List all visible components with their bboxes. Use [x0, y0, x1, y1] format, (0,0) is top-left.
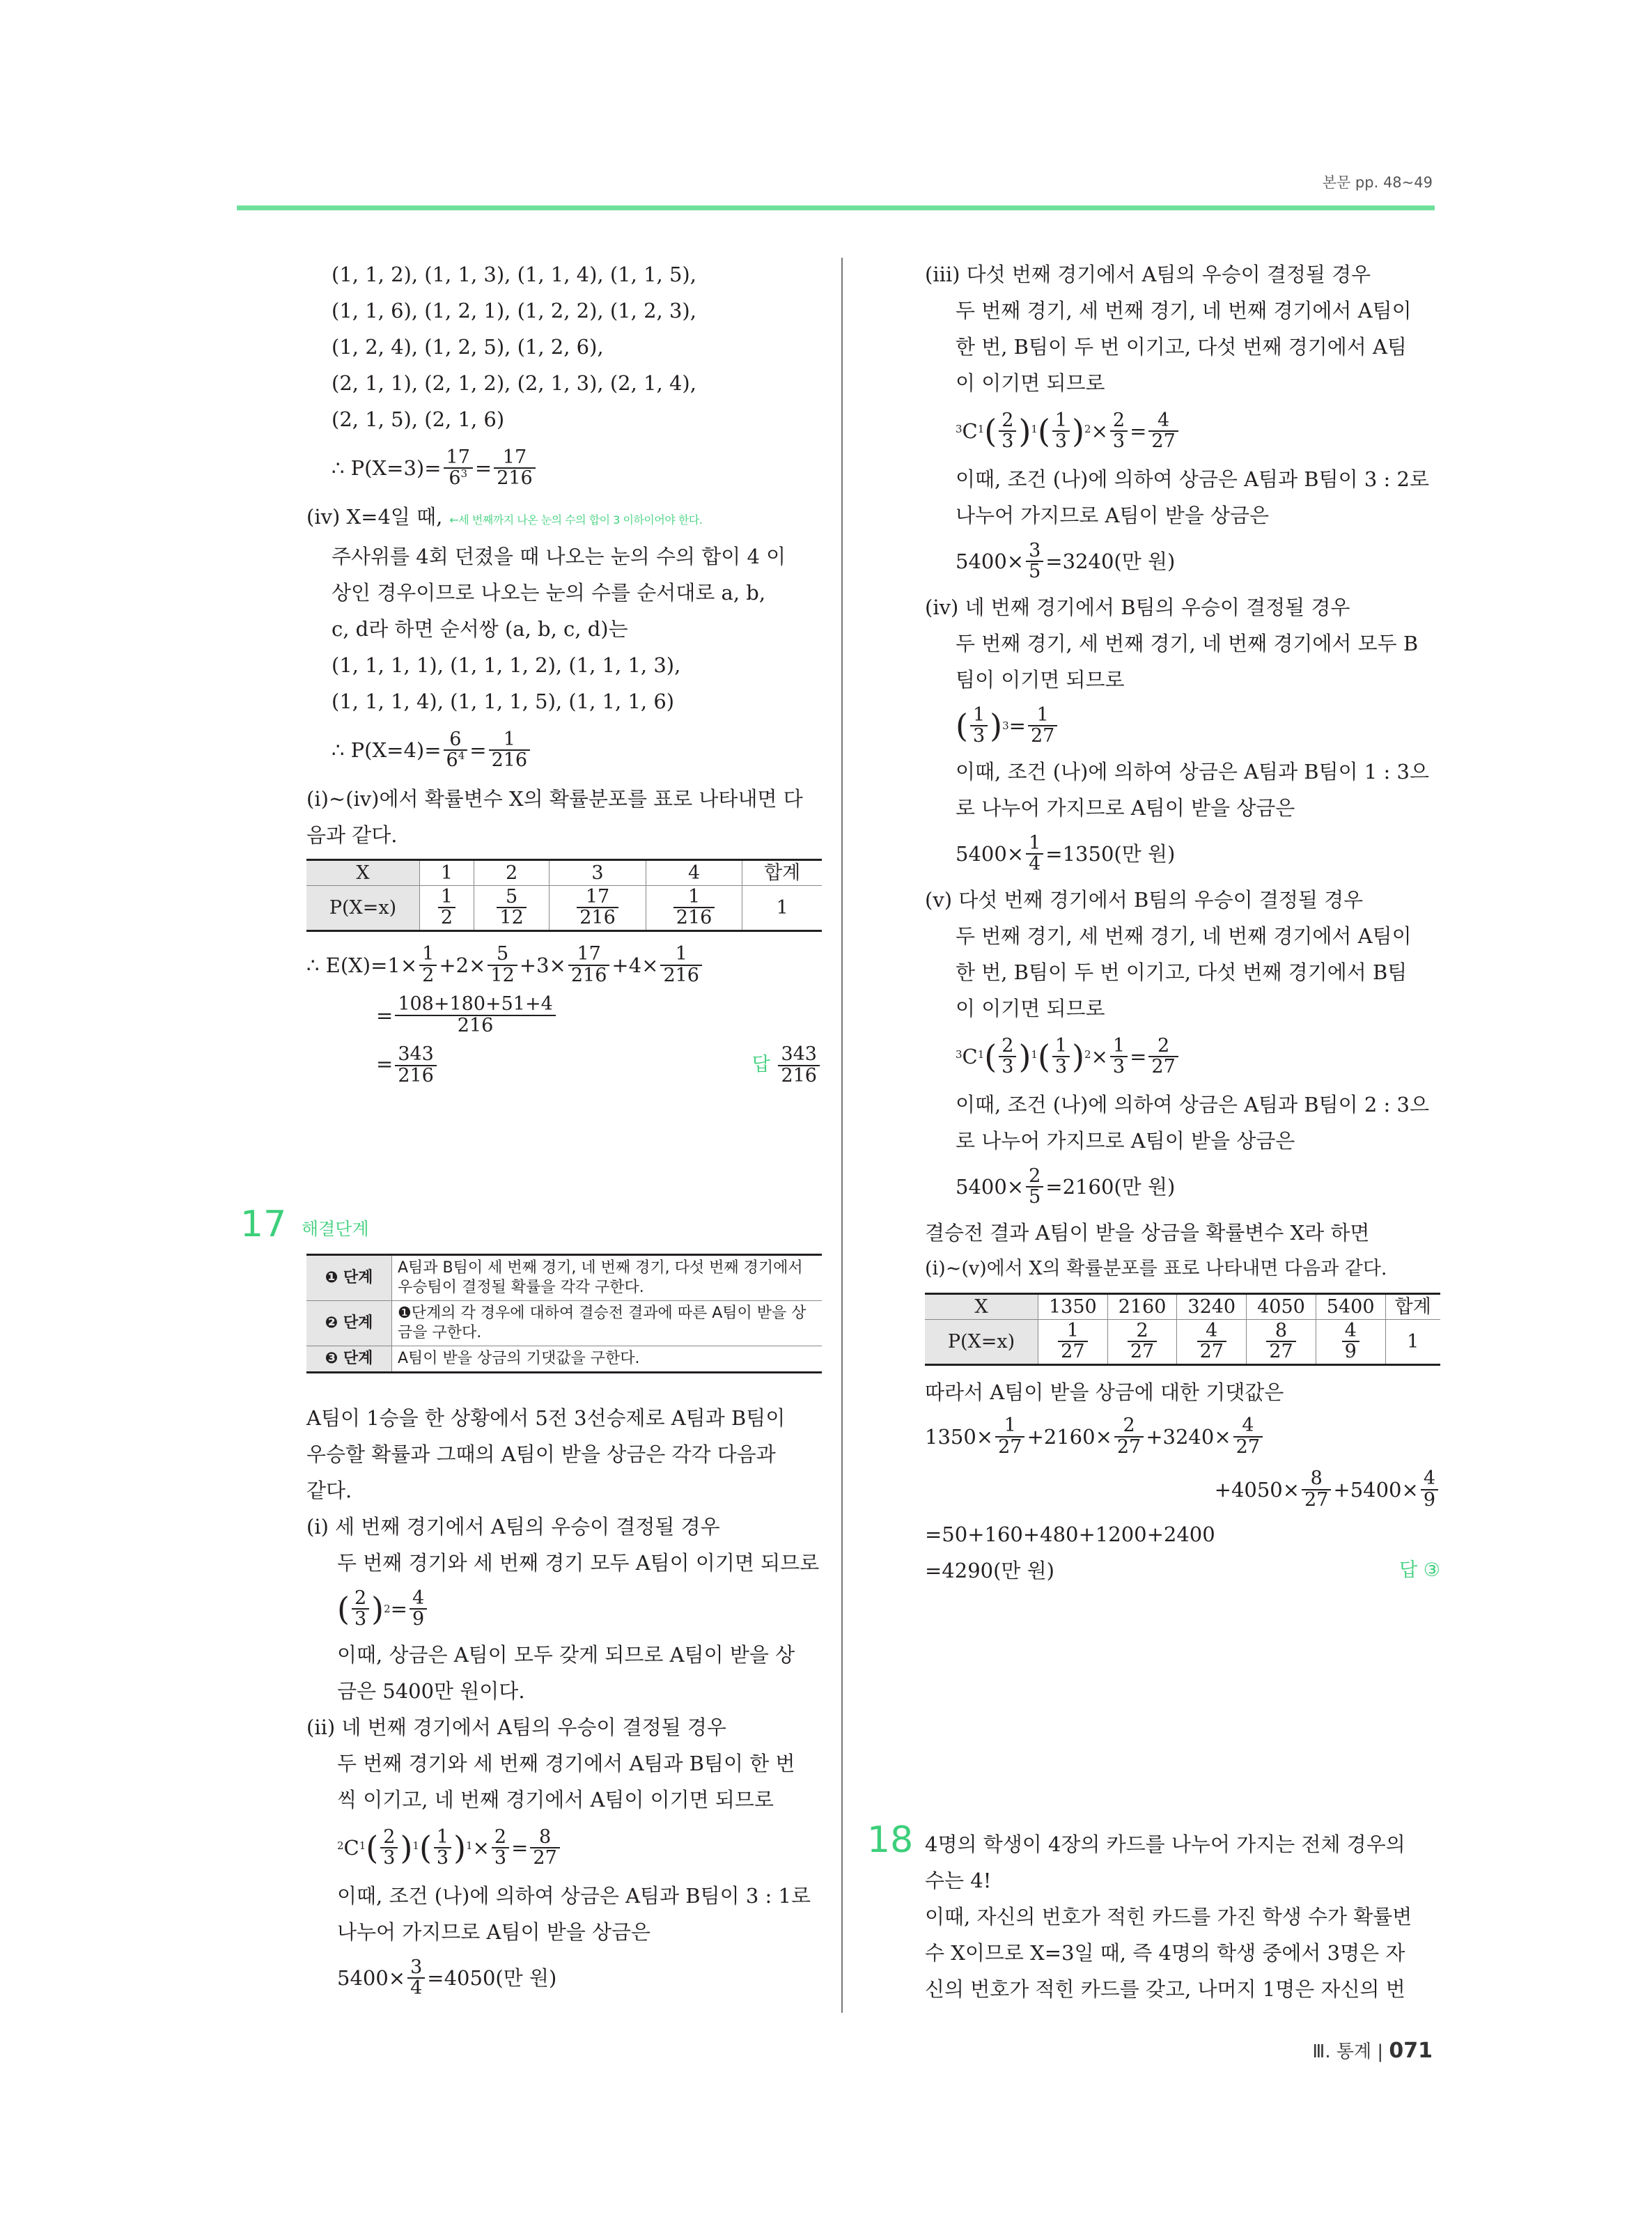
case2-title: (ⅱ) 네 번째 경기에서 A팀의 우승이 결정될 경우 — [306, 1715, 726, 1739]
distribution-table-2 — [925, 1293, 1440, 1366]
table-row: P(X=x) $\frac{1}{27}$ $\frac{2}{27}$ $\frac{4}{27}$ $\frac{8}{27}$ $\frac{4}{9}$ 1 — [925, 1320, 1440, 1365]
ev-line-1: 1350× $\frac{1}{27}$ +2160× $\frac{2}{27}$ +3240× $\frac{4}{27}$ — [925, 1410, 1440, 1463]
case3-prize: 5400× $\frac{3}{5}$ =3240(만 원) — [956, 539, 1176, 582]
dist-intro-line: 음과 같다. — [306, 823, 398, 847]
problem-number-17: 17 — [240, 1204, 287, 1245]
problem-18-body: 4명의 학생이 4장의 카드를 나누어 가지는 전체 경우의 수는 4! 이때, 자신의 번호가 적힌 카드를 가진 학생 수가 확률변 수 X이므로 X=3일 때, 즉 4명의 학생 중에서 3명은 자 신의 번호가 적힌 카드를 갖고, 나머지 1명은 자신의 번 — [925, 1832, 1412, 2001]
dist-intro-line: (ⅰ)~(ⅳ)에서 확률변수 X의 확률분포를 표로 나타내면 다 — [306, 787, 803, 811]
page-footer — [1312, 2037, 1433, 2063]
left-column — [306, 256, 822, 1091]
p3-equation: ∴ P(X=3)= $\frac{17}{6^3}$ = $\frac{17}{216}$ — [306, 437, 822, 499]
p4-equation: ∴ P(X=4)= $\frac{6}{6^4}$ = $\frac{1}{216}$ — [306, 719, 822, 781]
case4b-title: (ⅳ) 네 번째 경기에서 B팀의 우승이 결정될 경우 — [925, 595, 1350, 619]
right-column: (ⅲ) 다섯 번째 경기에서 A팀의 우승이 결정될 경우 두 번째 경기, 세 번째 경기, 네 번째 경기에서 A팀이 한 번, B팀이 두 번 이기고, 다섯 번째 경기에서 A팀 이 이기면 되므로 3 C 1 ( $\frac{2}{3}$ ) 1 ( $\frac{1}{3}$ ) 2 × $\frac{2}{3}$ = $\frac{4}{27}$ 이때, 조건 (나)에 의하여 상금은 A팀과 B팀이 3 : 2로 나누어 가지므로 A팀이 받을 상금은 5400× $\frac{3}{5}$ =3240(만 원) (ⅳ) 네 번째 경기에서 B팀의 우승이 결정될 경우 두 번째 경기, 세 번째 경기, 네 번째 경기에서 모두 B 팀이 이기면 되므로 ( $\frac{1}{3}$ ) 3 = $\frac{1}{27}$ 이때, 조건 (나)에 의하여 상금은 A팀과 B팀이 1 : 3으 로 나누어 가지므로 A팀이 받을 상금은 5400× $\frac{1}{4}$ =1350(만 원) (ⅴ) 다섯 번째 경기에서 B팀의 우승이 결정될 경우 두 번째 경기, 세 번째 경기, 네 번째 경기에서 A팀이 한 번, B팀이 두 번 이기고, 다섯 번째 경기에서 B팀 이 이기면 되므로 3 C 1 ( $\frac{2}{3}$ ) 1 ( $\frac{1}{3}$ ) 2 × $\frac{1}{3}$ = $\frac{2}{27}$ 이때, 조건 (나)에 의하여 상금은 A팀과 B팀이 2 : 3으 로 나누어 가지므로 A팀이 받을 상금은 5400× $\frac{2}{5}$ =2160(만 원) 결승전 결과 A팀이 받을 상금을 확률변수 X라 하면 (ⅰ)~(ⅴ)에서 X의 확률분포를 표로 나타내면 다음과 같다. X 1350 2160 3240 4050 5400 합계 P(X=x) $\frac{1}{27}$ $\frac{2}{27}$ $\frac{4}{27}$ $\frac{8}{27}$ $\frac{4}{9}$ 1 따라서 A팀이 받을 상금에 대한 기댓값은 1350× $\frac{1}{27}$ +2160× $\frac{2}{27}$ +3240× $\frac{4}{27}$ +4050× $\frac{8}{27}$ +5400× $\frac{4}{9}$ =50+160+480+1200+2400 =4290(만 원) 답 ③ — [925, 256, 1440, 1589]
p3-lhs: ∴ P(X=3)= — [332, 456, 442, 480]
column-divider — [841, 258, 843, 2013]
tuple-list-3 — [306, 256, 822, 437]
case3-title: (ⅲ) 다섯 번째 경기에서 A팀의 우승이 결정될 경우 — [925, 263, 1371, 286]
case4b-prize: 5400× $\frac{1}{4}$ =1350(만 원) — [956, 832, 1176, 875]
problem-number-18: 18 — [867, 1819, 914, 1861]
case3-equation: 3 C 1 ( $\frac{2}{3}$ ) 1 ( $\frac{1}{3}$ ) 2 × $\frac{2}{3}$ = $\frac{4}{27}$ — [925, 401, 1440, 461]
expectation-line-2: = $\frac{108+180+51+4}{216}$ — [306, 990, 822, 1041]
step-row: ❶ 단계 A팀과 B팀이 세 번째 경기, 네 번째 경기, 다섯 번째 경기에서 우승팀이 결정될 확률을 각각 구한다. — [306, 1255, 822, 1301]
ev-line-3: =50+160+480+1200+2400 — [925, 1522, 1215, 1546]
solution-steps-table — [306, 1254, 822, 1373]
header-rule — [237, 205, 1435, 210]
answer-17: 답 ③ — [1399, 1559, 1440, 1581]
section-label: Ⅲ. 통계 — [1312, 2041, 1372, 2062]
footer-separator: | — [1377, 2041, 1384, 2062]
tuple-line: (1, 2, 4), (1, 2, 5), (1, 2, 6), — [332, 335, 604, 359]
ev-intro: 따라서 A팀이 받을 상금에 대한 기댓값은 — [925, 1380, 1284, 1404]
p3-frac1: $\frac{17}{6^3}$ — [444, 448, 473, 489]
case4-body: 주사위를 4회 던졌을 때 나오는 눈의 수의 합이 4 이 상인 경우이므로 나오는 눈의 수를 순서대로 a, b, c, d라 하면 순서쌍 (a, b, c, d)는 (1, 1, 1, 1), (1, 1, 1, 2), (1, 1, 1, 3), (1, 1, 1, 4), (1, 1, 1, 5), (1, 1, 1, 6) — [332, 545, 786, 713]
case4-title: (ⅳ) X=4일 때, ←세 번째까지 나온 눈의 수의 합이 3 이하이어야 한다. — [306, 505, 703, 529]
case4b-equation: ( $\frac{1}{3}$ ) 3 = $\frac{1}{27}$ — [925, 698, 1440, 754]
case4-note: ←세 번째까지 나온 눈의 수의 합이 3 이하이어야 한다. — [449, 513, 703, 527]
step-row: ❷ 단계 ❶단계의 각 경우에 대하여 결승전 결과에 따른 A팀이 받을 상금을 구한다. — [306, 1301, 822, 1346]
distribution-table-1 — [306, 859, 822, 932]
table-header-row: X 1350 2160 3240 4050 5400 합계 — [925, 1294, 1440, 1320]
expectation-line-3: = $\frac{343}{216}$ 답 $\frac{343}{216}$ — [306, 1041, 822, 1091]
ev-line-2: +4050× $\frac{8}{27}$ +5400× $\frac{4}{9}$ — [925, 1463, 1440, 1516]
steps-title: 해결단계 — [302, 1219, 369, 1239]
case2-prize: 5400× $\frac{3}{4}$ =4050(만 원) — [337, 1956, 557, 1999]
answer-16: 답 $\frac{343}{216}$ — [752, 1045, 822, 1086]
page-number: 071 — [1389, 2039, 1433, 2063]
tuple-line: (2, 1, 5), (2, 1, 6) — [332, 407, 505, 431]
problem-17-body: A팀이 1승을 한 상황에서 5전 3선승제로 A팀과 B팀이 우승할 확률과 그때의 A팀이 받을 상금은 각각 다음과 같다. (ⅰ) 세 번째 경기에서 A팀의 우승이 결정될 경우 두 번째 경기와 세 번째 경기 모두 A팀이 이기면 되므로 ( $\frac{2}{3}$ ) 2 = $\frac{4}{9}$ 이때, 상금은 A팀이 모두 갖게 되므로 A팀이 받을 상 금은 5400만 원이다. (ⅱ) 네 번째 경기에서 A팀의 우승이 결정될 경우 두 번째 경기와 세 번째 경기에서 A팀과 B팀이 한 번 씩 이기고, 네 번째 경기에서 A팀이 이기면 되므로 2 C 1 ( $\frac{2}{3}$ ) 1 ( $\frac{1}{3}$ ) 1 × $\frac{2}{3}$ = $\frac{8}{27}$ 이때, 조건 (나)에 의하여 상금은 A팀과 B팀이 3 : 1로 나누어 가지므로 A팀이 받을 상금은 5400× $\frac{3}{4}$ =4050(만 원) — [306, 1400, 822, 2006]
table-header-row: X 1 2 3 4 합계 — [306, 860, 822, 886]
case5-prize: 5400× $\frac{2}{5}$ =2160(만 원) — [956, 1165, 1176, 1208]
ev-line-4: =4290(만 원) 답 ③ — [925, 1552, 1440, 1589]
tuple-line: (1, 1, 6), (1, 2, 1), (1, 2, 2), (1, 2, 3), — [332, 299, 696, 322]
tuple-line: (2, 1, 1), (2, 1, 2), (2, 1, 3), (2, 1, 4), — [332, 371, 696, 395]
case1-title: (ⅰ) 세 번째 경기에서 A팀의 우승이 결정될 경우 — [306, 1515, 720, 1539]
case5-title: (ⅴ) 다섯 번째 경기에서 B팀의 우승이 결정될 경우 — [925, 888, 1364, 912]
case5-equation: 3 C 1 ( $\frac{2}{3}$ ) 1 ( $\frac{1}{3}$ ) 2 × $\frac{1}{3}$ = $\frac{2}{27}$ — [925, 1027, 1440, 1087]
case2-equation: 2 C 1 ( $\frac{2}{3}$ ) 1 ( $\frac{1}{3}$ ) 1 × $\frac{2}{3}$ = $\frac{8}{27}$ — [306, 1818, 822, 1878]
p3-frac2: $\frac{17}{216}$ — [494, 448, 536, 489]
step-row: ❸ 단계 A팀이 받을 상금의 기댓값을 구한다. — [306, 1346, 822, 1373]
tuple-line: (1, 1, 2), (1, 1, 3), (1, 1, 4), (1, 1, 5), — [332, 263, 696, 286]
expectation-line-1: ∴ E(X)=1× $\frac{1}{2}$ +2× $\frac{5}{12}$ +3× $\frac{17}{216}$ +4× $\frac{1}{216}$ — [306, 940, 822, 990]
case1-equation: ( $\frac{2}{3}$ ) 2 = $\frac{4}{9}$ — [306, 1581, 822, 1637]
table-row: P(X=x) $\frac{1}{2}$ $\frac{5}{12}$ $\frac{17}{216}$ $\frac{1}{216}$ 1 — [306, 886, 822, 931]
page-ref: 본문 pp. 48~49 — [1322, 174, 1433, 191]
